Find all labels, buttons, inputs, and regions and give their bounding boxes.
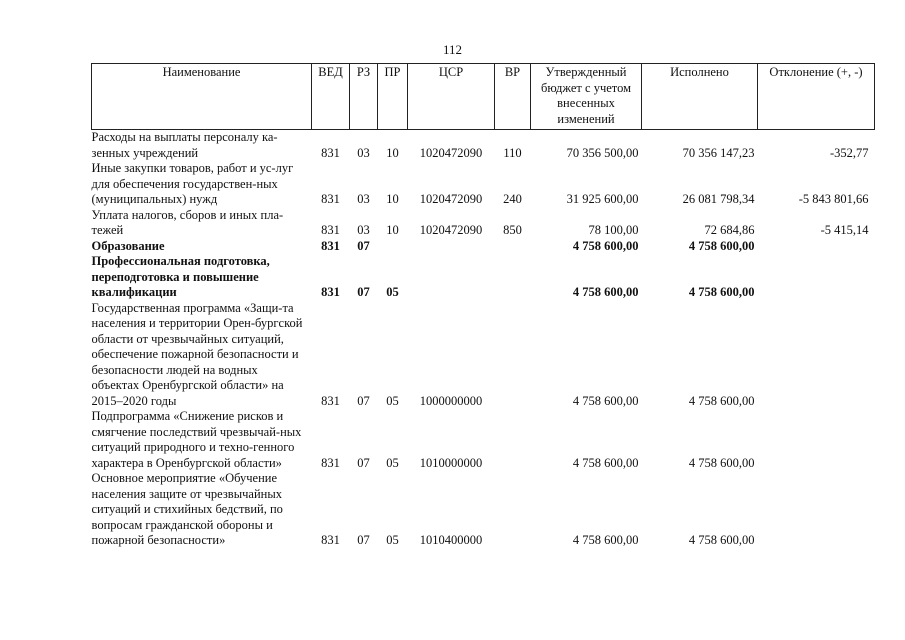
cell-name: Подпрограмма «Снижение рисков и смягчение последствий чрезвычай-ных ситуаций природного и техно-генного характера в Оренбургской области» [91,409,302,470]
cell-rz: 03 [357,223,370,237]
budget-table [91,63,875,549]
header-csr: ЦСР [408,64,495,130]
table-row [92,161,875,208]
cell-ved: 831 [321,533,340,547]
cell-budget: 4 758 600,00 [572,533,639,547]
cell-vr: 110 [503,145,522,160]
header-budget: Утвержденный бюджет с учетом внесенных изменений [531,64,642,130]
header-rz: РЗ [350,64,378,130]
cell-pr [378,239,408,255]
cell-budget: 78 100,00 [588,223,639,237]
cell-ved: 831 [321,455,340,470]
cell-csr: 1000000000 [419,393,483,408]
cell-budget: 4 758 600,00 [572,285,639,299]
cell-budget: 4 758 600,00 [572,238,639,253]
cell-csr: 1010400000 [419,533,483,547]
cell-csr: 1020472090 [419,192,483,206]
cell-ved: 831 [321,223,340,237]
cell-csr [408,239,495,255]
cell-pr: 05 [386,393,399,408]
cell-name: Образование [91,238,165,253]
header-pr: ПР [378,64,408,130]
cell-executed: 4 758 600,00 [688,455,755,470]
table-row [92,471,875,549]
header-executed: Исполнено [642,64,758,130]
cell-csr: 1010000000 [419,455,483,470]
cell-name: Расходы на выплаты персоналу ка-зенных учреждений [91,130,278,160]
cell-pr: 05 [386,455,399,470]
header-vr: ВР [495,64,531,130]
cell-name: Иные закупки товаров, работ и ус-луг для обеспечения государствен-ных (муниципальных) нужд [91,161,294,206]
cell-pr: 05 [386,533,399,547]
cell-vr: 240 [503,192,522,206]
cell-ved: 831 [321,393,340,408]
cell-csr: 1020472090 [419,145,483,160]
cell-ved: 831 [321,238,340,253]
cell-rz: 07 [357,455,370,470]
table-header-row [92,64,875,130]
cell-rz: 07 [357,393,370,408]
cell-rz: 07 [357,285,370,299]
cell-budget: 4 758 600,00 [572,455,639,470]
cell-executed: 4 758 600,00 [688,285,755,299]
header-name: Наименование [92,64,312,130]
cell-ved: 831 [321,285,340,299]
cell-rz: 03 [357,192,370,206]
cell-budget: 4 758 600,00 [572,393,639,408]
table-row [92,208,875,239]
cell-csr [408,254,495,301]
cell-vr [495,254,531,301]
cell-budget: 31 925 600,00 [566,192,639,206]
cell-pr: 10 [386,145,399,160]
table-row [92,254,875,301]
cell-name: Профессиональная подготовка, переподготовка и повышение квалификации [91,254,270,299]
cell-deviation [758,239,875,255]
cell-rz: 03 [357,145,370,160]
cell-deviation: -5 843 801,66 [798,192,869,206]
table-row [92,239,875,255]
cell-vr [495,239,531,255]
cell-vr [495,409,531,471]
table-row [92,301,875,410]
cell-ved: 831 [321,192,340,206]
cell-deviation [758,301,875,410]
cell-budget: 70 356 500,00 [566,145,639,160]
table-row [92,409,875,471]
cell-executed: 72 684,86 [704,223,755,237]
cell-pr: 05 [386,285,399,299]
header-ved: ВЕД [312,64,350,130]
cell-executed: 70 356 147,23 [682,145,755,160]
cell-executed: 4 758 600,00 [688,533,755,547]
cell-name: Уплата налогов, сборов и иных пла-тежей [91,207,284,237]
cell-rz: 07 [357,238,370,253]
cell-vr: 850 [503,223,522,237]
cell-pr: 10 [386,192,399,206]
header-deviation: Отклонение (+, -) [758,64,875,130]
table-row [92,130,875,162]
cell-name: Основное мероприятие «Обучение населения защите от чрезвычайных ситуаций и стихийных бедствий, по вопросам гражданской обороны и пожарной безопасности» [91,471,283,547]
cell-vr [495,301,531,410]
cell-pr: 10 [386,223,399,237]
cell-deviation [758,409,875,471]
page-number: 112 [442,42,463,57]
cell-name: Государственная программа «Защи-та населения и территории Орен-бургской области от чрезвычайных ситуаций, обеспечение пожарной безопасности и безопасности людей на водных объектах Оренбургской области» на 2015–2020 годы [91,300,303,408]
cell-csr: 1020472090 [419,223,483,237]
cell-deviation [758,254,875,301]
cell-executed: 26 081 798,34 [682,192,755,206]
cell-ved: 831 [321,145,340,160]
cell-deviation: -352,77 [829,145,869,160]
cell-executed: 4 758 600,00 [688,393,755,408]
cell-executed: 4 758 600,00 [688,238,755,253]
cell-deviation: -5 415,14 [820,223,869,237]
cell-vr [495,471,531,549]
cell-deviation [758,471,875,549]
cell-rz: 07 [357,533,370,547]
